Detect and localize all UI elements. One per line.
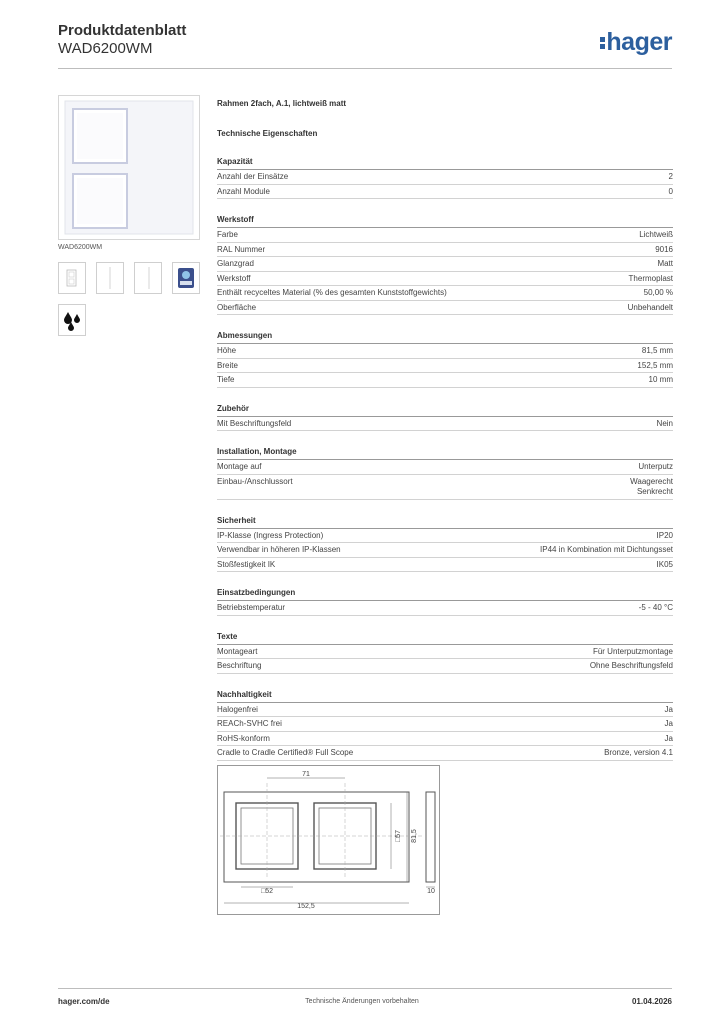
spec-row	[217, 475, 673, 500]
spec-label: Stoßfestigkeit IK	[217, 559, 276, 569]
spec-row	[217, 170, 673, 185]
spec-row	[217, 417, 673, 432]
footer-divider	[58, 988, 672, 989]
spec-group-title: Nachhaltigkeit	[217, 689, 673, 703]
spec-group	[217, 156, 673, 199]
spec-value: IP44 in Kombination mit Dichtungsset	[540, 545, 673, 554]
spec-value: 10 mm	[648, 375, 673, 384]
thumbnail-edge[interactable]	[134, 262, 162, 294]
spec-group	[217, 587, 673, 616]
spec-value: IK05	[656, 559, 673, 569]
footer-disclaimer: Technische Änderungen vorbehalten	[305, 998, 419, 1005]
frame-outline-icon	[59, 263, 85, 293]
dim-inner-height: □57	[395, 829, 402, 843]
spec-value: Ohne Beschriftungsfeld	[589, 661, 673, 670]
spec-value: Unterputz	[638, 462, 673, 471]
spec-row	[217, 359, 673, 374]
spec-label: Enthält recyceltes Material (% des gesamten Kunststoffgewichts)	[217, 288, 447, 297]
dim-inner-width: □52	[260, 888, 274, 895]
page-title: Produktdatenblatt	[58, 22, 187, 39]
spec-value: 81,5 mm	[641, 346, 673, 355]
spec-label: Anzahl der Einsätze	[217, 172, 289, 181]
spec-value: Ja	[664, 733, 673, 743]
water-drops-icon	[59, 305, 85, 335]
spec-row	[217, 529, 673, 544]
spec-value: Bronze, version 4.1	[604, 748, 673, 757]
spec-label: Betriebstemperatur	[217, 603, 286, 612]
spec-value: Ja	[664, 719, 673, 728]
spec-group-title: Zubehör	[217, 403, 673, 417]
spec-group	[217, 515, 673, 573]
spec-label: Verwendbar in höheren IP-Klassen	[217, 545, 341, 554]
dim-depth: 10	[427, 888, 435, 895]
edge-view-icon	[135, 263, 161, 293]
dim-top: 71	[302, 771, 310, 778]
spec-label: Tiefe	[217, 375, 235, 384]
spec-row	[217, 558, 673, 573]
spec-group	[217, 446, 673, 500]
spec-group	[217, 330, 673, 388]
spec-value: Nein	[656, 418, 673, 428]
spec-label: Halogenfrei	[217, 704, 258, 714]
spec-value: Waagerecht Senkrecht	[630, 476, 673, 496]
spec-row	[217, 228, 673, 243]
spec-label: Anzahl Module	[217, 186, 270, 196]
spec-row	[217, 301, 673, 316]
page-subtitle: WAD6200WM	[58, 40, 153, 57]
spec-value: Für Unterputzmontage	[592, 646, 673, 656]
spec-value: 2	[668, 172, 673, 181]
logo-text: hager	[606, 28, 672, 56]
spec-group-title: Werkstoff	[217, 214, 673, 228]
spec-row	[217, 460, 673, 475]
spec-label: Werkstoff	[217, 273, 251, 283]
spec-value: Ja	[664, 704, 673, 714]
spec-label: Montageart	[217, 646, 258, 656]
thumbnail-front[interactable]	[58, 262, 86, 294]
dim-height: 81,5	[411, 829, 418, 843]
spec-row	[217, 732, 673, 747]
spec-label: Glanzgrad	[217, 259, 254, 268]
spec-row	[217, 717, 673, 732]
spec-label: Höhe	[217, 346, 237, 355]
product-image	[58, 95, 200, 240]
product-name: Rahmen 2fach, A.1, lichtweiß matt	[217, 99, 347, 108]
technical-drawing	[217, 765, 440, 915]
spec-label: Farbe	[217, 230, 238, 239]
spec-label: RAL Nummer	[217, 244, 266, 254]
spec-value: -5 - 40 °C	[638, 603, 673, 612]
spec-row	[217, 185, 673, 200]
spec-label: Mit Beschriftungsfeld	[217, 418, 292, 428]
spec-row	[217, 257, 673, 272]
spec-row	[217, 373, 673, 388]
spec-row	[217, 344, 673, 359]
spec-group-title: Einsatzbedingungen	[217, 587, 673, 601]
spec-group-title: Texte	[217, 631, 673, 645]
spec-label: Breite	[217, 360, 238, 370]
hager-logo	[600, 28, 672, 57]
footer-website[interactable]: hager.com/de	[58, 997, 110, 1006]
spec-label: Beschriftung	[217, 661, 262, 670]
section-title: Technische Eigenschaften	[217, 129, 318, 138]
spec-row	[217, 286, 673, 301]
spec-row	[217, 645, 673, 660]
logo-dots-icon	[600, 35, 605, 51]
spec-group	[217, 631, 673, 674]
spec-value: IP20	[656, 530, 673, 540]
thumbnail-side[interactable]	[96, 262, 124, 294]
thumbnail-certificate[interactable]	[172, 262, 200, 294]
spec-value: 152,5 mm	[637, 360, 673, 370]
spec-group-title: Kapazität	[217, 156, 673, 170]
certificate-badge-icon	[173, 263, 199, 293]
spec-value: Matt	[657, 259, 673, 268]
spec-value: 50,00 %	[643, 288, 673, 297]
spec-label: IP-Klasse (Ingress Protection)	[217, 530, 324, 540]
spec-group-title: Abmessungen	[217, 330, 673, 344]
spec-group	[217, 403, 673, 432]
spec-label: Einbau-/Anschlussort	[217, 476, 293, 486]
thumbnail-splash-protection[interactable]	[58, 304, 86, 336]
spec-label: REACh-SVHC frei	[217, 719, 282, 728]
spec-row	[217, 243, 673, 258]
spec-row	[217, 659, 673, 674]
spec-group-title: Sicherheit	[217, 515, 673, 529]
spec-group	[217, 689, 673, 761]
spec-label: RoHS-konform	[217, 733, 270, 743]
spec-label: Cradle to Cradle Certified® Full Scope	[217, 748, 354, 757]
spec-value: Thermoplast	[628, 273, 673, 283]
spec-label: Oberfläche	[217, 302, 257, 312]
frame-image-icon	[59, 96, 199, 239]
spec-label: Montage auf	[217, 462, 262, 471]
spec-row	[217, 272, 673, 287]
footer-date: 01.04.2026	[631, 997, 672, 1006]
spec-group-title: Installation, Montage	[217, 446, 673, 460]
spec-groups	[217, 156, 673, 761]
spec-value: Unbehandelt	[627, 302, 673, 312]
product-image-code: WAD6200WM	[58, 244, 103, 251]
spec-value: 0	[668, 186, 673, 196]
spec-group	[217, 214, 673, 315]
spec-row	[217, 601, 673, 616]
specifications	[217, 97, 673, 799]
spec-row	[217, 746, 673, 761]
spec-row	[217, 543, 673, 558]
side-view-icon	[97, 263, 123, 293]
spec-row	[217, 703, 673, 718]
spec-value: 9016	[655, 244, 673, 254]
spec-value: Lichtweiß	[639, 230, 673, 239]
dim-width: 152,5	[297, 903, 315, 910]
header-divider	[58, 68, 672, 69]
